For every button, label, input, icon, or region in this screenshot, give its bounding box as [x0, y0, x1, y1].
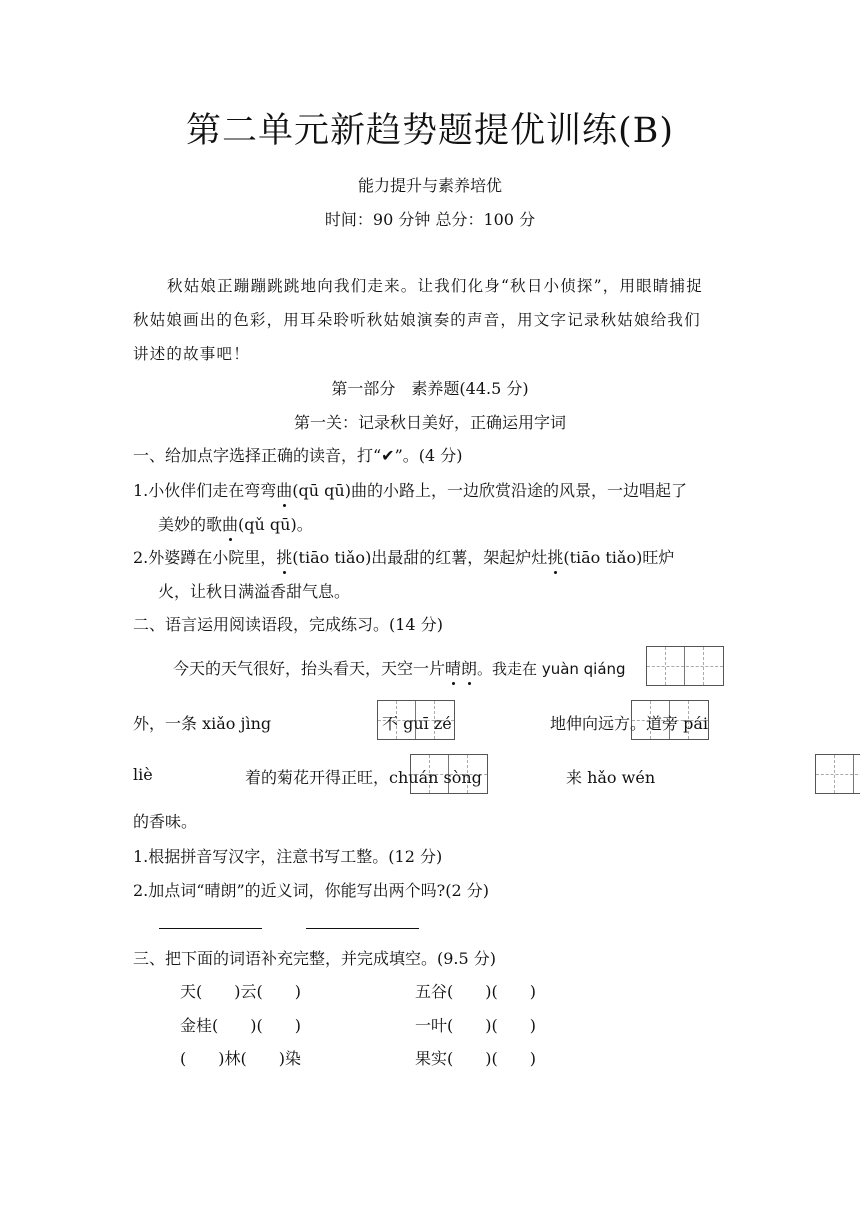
- page-subtitle: 能力提升与素养培优: [357, 176, 502, 195]
- q1-item2: [133, 545, 674, 568]
- q1-item2-text-c: (tiāo tiǎo)旺炉: [563, 548, 675, 567]
- dotted-char: 朗: [461, 656, 477, 679]
- q2-heading: 二、语言运用阅读语段，完成练习。(14 分): [133, 615, 443, 634]
- q1-item2-cont: 火，让秋日满溢香甜气息。: [158, 582, 351, 601]
- q1-item2-text-b: (tiāo tiǎo)出最甜的红薯，架起炉灶: [292, 548, 548, 567]
- q1-item1-text-d: (qǔ qū)。: [238, 515, 313, 534]
- q1-item1: [133, 478, 687, 501]
- answer-blank-1[interactable]: [159, 928, 262, 929]
- q1-heading: 一、给加点字选择正确的读音，打“✔”。(4 分): [133, 446, 463, 465]
- q2-p1-text-a: 今天的天气很好，抬头看天，天空一片: [173, 659, 446, 678]
- dotted-char: 挑: [547, 545, 563, 568]
- q3-right-1: 五谷( )( ): [415, 982, 536, 1001]
- answer-grid-chuansong[interactable]: [815, 754, 860, 794]
- level1-heading: 第一关：记录秋日美好，正确运用字词: [293, 413, 566, 432]
- q3-left-1: 天( )云( ): [180, 982, 301, 1001]
- intro-line-2: 秋姑娘画出的色彩，用耳朵聆听秋姑娘演奏的声音，用文字记录秋姑娘给我们: [133, 311, 701, 329]
- dotted-char: 曲: [276, 478, 292, 501]
- q2-p2-text-c: 地伸向远方。道旁 pái: [550, 714, 708, 733]
- intro-line-1: 秋姑娘正蹦蹦跳跳地向我们走来。让我们化身“秋日小侦探”，用眼睛捕捉: [167, 277, 703, 295]
- q2-p3-text-a: liè: [133, 765, 153, 784]
- q2-p2-text-a: 外，一条 xiǎo jìng: [133, 714, 272, 733]
- q2-p4: 的香味。: [133, 812, 198, 831]
- q1-item1-text-b: (qū qū)曲的小路上，一边欣赏沿途的风景，一边唱起了: [292, 481, 687, 500]
- q1-item1-text-a: 1.小伙伴们走在弯弯: [133, 481, 277, 500]
- dotted-char: 曲: [222, 512, 238, 535]
- intro-line-3: 讲述的故事吧！: [133, 345, 250, 363]
- dotted-char: 挑: [276, 545, 292, 568]
- q3-heading: 三、把下面的词语补充完整，并完成填空。(9.5 分): [133, 949, 497, 968]
- q1-item1-text-c: 美妙的歌: [158, 515, 223, 534]
- q3-left-3: ( )林( )染: [180, 1049, 301, 1068]
- q2-p1-text-b: 。我走在 yuàn qiáng: [477, 660, 626, 678]
- q3-right-2: 一叶( )( ): [415, 1016, 536, 1035]
- answer-blank-2[interactable]: [306, 928, 419, 929]
- q2-p3-text-b: 着的菊花开得正旺，chuán sòng: [245, 768, 482, 787]
- part1-heading: 第一部分 素养题(44.5 分): [331, 379, 529, 398]
- q3-left-2: 金桂( )( ): [180, 1016, 301, 1035]
- q1-item2-text-a: 2.外婆蹲在小院里，: [133, 548, 277, 567]
- dotted-char: 晴: [445, 656, 461, 679]
- q2-sub1: 1.根据拼音写汉字，注意书写工整。(12 分): [133, 847, 443, 866]
- q1-item1-cont: [158, 512, 313, 535]
- q2-p3-text-c: 来 hǎo wén: [566, 768, 656, 787]
- answer-grid-yuanqiang[interactable]: [646, 646, 724, 686]
- q3-right-3: 果实( )( ): [415, 1049, 536, 1068]
- q2-p2-text-b: 不 guī zé: [382, 714, 452, 733]
- q2-sub2: 2.加点词“晴朗”的近义词，你能写出两个吗?(2 分): [133, 881, 489, 900]
- page-title: 第二单元新趋势题提优训练(B): [185, 111, 675, 151]
- time-score-line: 时间：90 分钟 总分：100 分: [324, 210, 536, 229]
- q2-passage-line-1: [173, 656, 626, 679]
